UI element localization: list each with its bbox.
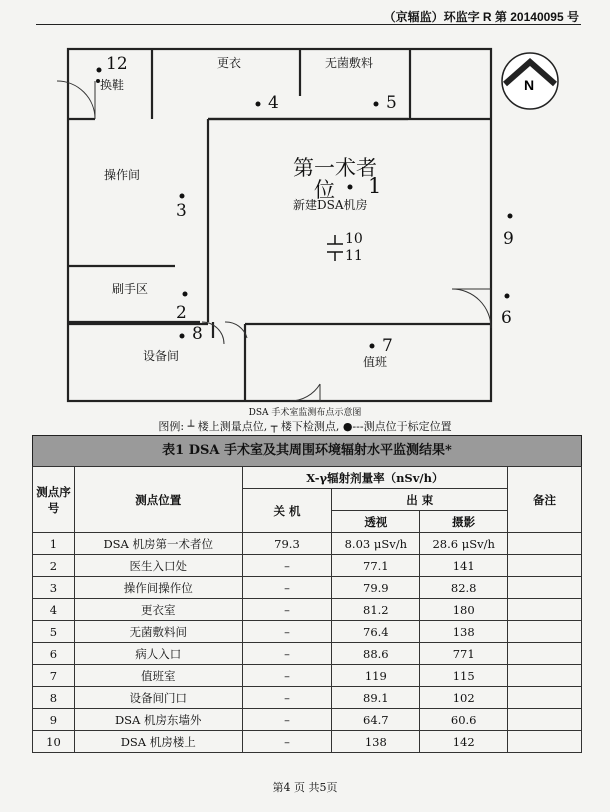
th-dose-rate: X-γ辐射剂量率（nSv/h）	[242, 467, 508, 489]
cell-location: 病人入口	[74, 643, 242, 665]
table-body	[33, 533, 582, 753]
cell-location: 值班室	[74, 665, 242, 687]
cell-off: –	[242, 731, 332, 753]
table-row	[33, 665, 582, 687]
cell-note	[508, 643, 582, 665]
room-change-shoes: 换鞋	[100, 78, 125, 92]
cell-no: 1	[33, 533, 75, 555]
point-6: 6	[501, 308, 512, 328]
cell-note	[508, 665, 582, 687]
results-table-section	[32, 435, 582, 753]
cell-off: –	[242, 665, 332, 687]
cell-location: 设备间门口	[74, 687, 242, 709]
cell-note	[508, 533, 582, 555]
floor-plan	[0, 26, 610, 410]
document-number: （京辐监）环监字 R 第 20140095 号	[383, 10, 579, 24]
cell-off: –	[242, 643, 332, 665]
cell-fluoro: 81.2	[332, 599, 420, 621]
north-compass-icon	[502, 53, 558, 109]
point-7: 7	[382, 336, 393, 356]
table-row	[33, 621, 582, 643]
point-4: 4	[268, 93, 279, 113]
cell-note	[508, 599, 582, 621]
floor-plan-walls	[0, 26, 610, 406]
cell-location: 更衣室	[74, 599, 242, 621]
cell-no: 2	[33, 555, 75, 577]
cell-note	[508, 731, 582, 753]
room-changing: 更衣	[217, 56, 242, 70]
cell-no: 3	[33, 577, 75, 599]
cell-fluoro: 76.4	[332, 621, 420, 643]
th-point-no: 测点序号	[33, 467, 75, 533]
cell-location: 医生入口处	[74, 555, 242, 577]
cell-location: DSA 机房东墙外	[74, 709, 242, 731]
cell-no: 6	[33, 643, 75, 665]
cell-off: –	[242, 577, 332, 599]
point-10: 10	[345, 231, 363, 247]
table-row	[33, 731, 582, 753]
cell-fluoro: 64.7	[332, 709, 420, 731]
cell-photo: 102	[420, 687, 508, 709]
room-operation: 操作间	[104, 168, 141, 182]
cell-note	[508, 687, 582, 709]
cell-photo: 60.6	[420, 709, 508, 731]
cell-note	[508, 709, 582, 731]
room-pos-label: 位	[314, 178, 335, 202]
plan-caption: DSA 手术室监测布点示意图	[248, 408, 362, 418]
table-row	[33, 687, 582, 709]
table-row	[33, 709, 582, 731]
cell-photo: 180	[420, 599, 508, 621]
table-row	[33, 599, 582, 621]
cell-location: 无菌敷料间	[74, 621, 242, 643]
cell-off: –	[242, 621, 332, 643]
point-2: 2	[176, 303, 187, 323]
plan-legend: 图例: ┴ 楼上测量点位, ┬ 楼下检测点, ●---测点位于标定位置	[158, 420, 452, 433]
th-off: 关 机	[242, 489, 332, 533]
cell-photo: 142	[420, 731, 508, 753]
point-11: 11	[345, 248, 363, 264]
th-location: 测点位置	[74, 467, 242, 533]
room-duty: 值班	[363, 355, 388, 369]
cell-off: –	[242, 599, 332, 621]
cell-fluoro: 77.1	[332, 555, 420, 577]
room-new-dsa: 新建DSA机房	[293, 198, 368, 212]
table-row	[33, 533, 582, 555]
cell-fluoro: 89.1	[332, 687, 420, 709]
cell-photo: 138	[420, 621, 508, 643]
cell-no: 5	[33, 621, 75, 643]
page-footer: 第4 页 共5页	[272, 781, 338, 794]
table-row	[33, 643, 582, 665]
cell-photo: 115	[420, 665, 508, 687]
th-fluoro: 透视	[332, 511, 420, 533]
cell-no: 7	[33, 665, 75, 687]
cell-fluoro: 138	[332, 731, 420, 753]
cell-no: 8	[33, 687, 75, 709]
room-equipment: 设备间	[143, 349, 180, 363]
point-9: 9	[503, 229, 514, 249]
cell-note	[508, 621, 582, 643]
table-row	[33, 555, 582, 577]
cell-location: DSA 机房第一术者位	[74, 533, 242, 555]
cell-fluoro: 88.6	[332, 643, 420, 665]
cell-no: 10	[33, 731, 75, 753]
cell-off: –	[242, 709, 332, 731]
cell-note	[508, 577, 582, 599]
th-note: 备注	[508, 467, 582, 533]
cell-location: 操作间操作位	[74, 577, 242, 599]
table-title: 表1 DSA 手术室及其周围环境辐射水平监测结果*	[32, 435, 582, 466]
cell-fluoro: 119	[332, 665, 420, 687]
point-5: 5	[386, 93, 397, 113]
results-table	[32, 466, 582, 753]
cell-off: 79.3	[242, 533, 332, 555]
cell-location: DSA 机房楼上	[74, 731, 242, 753]
svg-text:N: N	[524, 77, 535, 93]
th-photo: 摄影	[420, 511, 508, 533]
point-8: 8	[192, 324, 203, 344]
cell-off: –	[242, 555, 332, 577]
cell-photo: 82.8	[420, 577, 508, 599]
table-row	[33, 577, 582, 599]
room-sterile-supplies: 无菌敷料	[325, 56, 374, 70]
cell-fluoro: 8.03 μSv/h	[332, 533, 420, 555]
cell-fluoro: 79.9	[332, 577, 420, 599]
document-header	[36, 6, 581, 25]
th-on: 出 束	[332, 489, 508, 511]
cell-photo: 771	[420, 643, 508, 665]
room-scrub-area: 刷手区	[112, 282, 149, 296]
point-12: 12	[106, 54, 128, 74]
cell-off: –	[242, 687, 332, 709]
point-1: 1	[368, 174, 382, 198]
point-3: 3	[176, 201, 187, 221]
room-surgeon-position: 第一术者	[293, 156, 377, 180]
cell-photo: 141	[420, 555, 508, 577]
cell-no: 4	[33, 599, 75, 621]
cell-no: 9	[33, 709, 75, 731]
cell-note	[508, 555, 582, 577]
cell-photo: 28.6 μSv/h	[420, 533, 508, 555]
